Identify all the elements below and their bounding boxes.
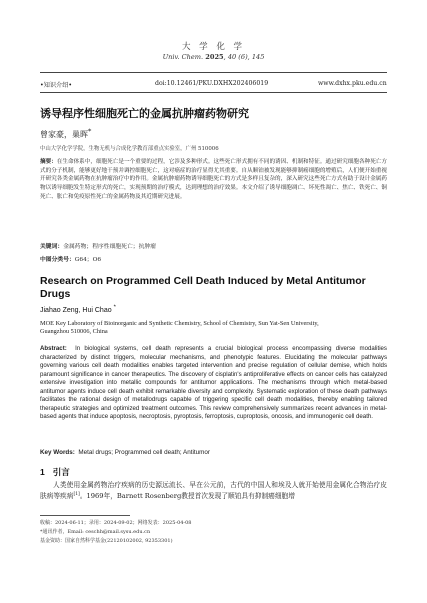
chinese-title: 诱导程序性细胞死亡的金属抗肿瘤药物研究 xyxy=(40,107,249,120)
chinese-abstract-label: 摘要： xyxy=(40,159,57,165)
section-title: 引言 xyxy=(52,468,70,478)
corresponding-mark: * xyxy=(88,127,92,136)
english-keywords-label: Key Words: xyxy=(40,449,75,456)
english-keywords-text: Metal drugs; Programmed cell death; Antitumor xyxy=(78,449,210,456)
english-authors xyxy=(40,304,116,314)
website-link[interactable]: www.dxhx.pku.edu.cn xyxy=(318,80,387,87)
chinese-keywords-label: 关键词： xyxy=(40,244,64,250)
journal-name: 大 学 化 学 xyxy=(181,42,246,52)
english-abstract-label: Abstract: xyxy=(40,345,67,352)
intro-text-1: 人类使用金属药物治疗疾病的历史源远流长、早在公元前，古代的中国人和埃及人就开始使用金属化合物治疗皮肤病等疾病 xyxy=(40,481,387,500)
classification-label: 中图分类号： xyxy=(40,257,75,263)
citation-volume: , 40 (6), 145 xyxy=(223,53,265,61)
footnote-dates: 收稿：2024-06-11；录用：2024-09-02；网络发表：2025-04-08 xyxy=(40,520,192,526)
chinese-authors xyxy=(40,129,91,140)
chinese-keywords xyxy=(40,241,156,250)
section-heading xyxy=(40,466,70,478)
citation-year: 2025 xyxy=(205,53,224,61)
intro-paragraph xyxy=(40,480,387,501)
chinese-abstract xyxy=(40,158,387,202)
footnote-funding: 基金资助：国家自然科学基金(22120102002, 92353301) xyxy=(40,538,173,544)
english-abstract xyxy=(40,345,387,422)
footnote-corresponding: *通讯作者，Email: ceschh@mail.sysu.edu.cn xyxy=(40,529,151,535)
section-number: 1 xyxy=(40,467,45,477)
footnote-rule xyxy=(40,515,130,516)
english-abstract-text: In biological systems, cell death represents a crucial biological process encompassing diverse modalities characterized by distinct triggers, molecular mechanisms, and phenotypic features. Elucidating the molecular pathways governing various cell death modalities enables targeted intervention and precise regulation of cellular demise, which holds paramount significance in cancer therapeutics. The discovery of cisplatin's antiproliferative effects on cancer cells has catalyzed extensive investigation into metallic compounds for antitumor applications. The mechanisms through which metal-based antitumor agents induce cell death exhibit remarkable diversity and complexity. Systematic exploration of these death pathways facilitates the rational design of metallodrugs capable of triggering specific cell death modalities, thereby enabling tailored therapeutic strategies and optimized treatment outcomes. This review comprehensively summarizes recent advances in metal-based agents that induce apoptosis, necroptosis, pyroptosis, ferroptosis, cuproptosis, oncosis, and immunogenic cell death. xyxy=(40,345,387,421)
header-rule xyxy=(40,72,387,73)
english-title: Research on Programmed Cell Death Induced by Metal Antitumor Drugs xyxy=(40,275,366,300)
chinese-keywords-text: 金属药物；程序性细胞死亡；抗肿瘤 xyxy=(63,244,156,250)
english-affiliation: MOE Key Laboratory of Bioinorganic and Synthetic Chemistry, School of Chemistry, Sun Yat-Sen University, Guangzhou 510006, China xyxy=(40,320,319,335)
intro-text-2: 。1969年，Barnett Rosenberg教授首次发现了顺铂具有抑制癌细胞增 xyxy=(79,491,295,500)
classification-number xyxy=(40,254,101,263)
column-label: •知识介绍• xyxy=(40,82,73,89)
meta-rule xyxy=(40,92,387,93)
journal-citation xyxy=(0,53,427,61)
classification-value: G64；O6 xyxy=(74,257,102,263)
chinese-affiliation: 中山大学化学学院，生物无机与合成化学教育部重点实验室，广州 510006 xyxy=(40,146,219,152)
english-corresponding-mark: * xyxy=(113,304,116,311)
english-keywords xyxy=(40,449,210,456)
doi-link[interactable]: doi:10.12461/PKU.DXHX202406019 xyxy=(155,80,269,87)
reference-mark[interactable]: [1] xyxy=(73,491,80,497)
chinese-author-names: 曾家豪，巢晖 xyxy=(40,130,88,139)
chinese-abstract-text: 在生命体系中，细胞死亡是一个重要的过程，它涉及多种形式。这些死亡形式拥有不同的诱因、机制和特征。通过研究细胞各种死亡方式的分子机制，能够更好地干预并调控细胞死亡，这对癌症的治疗显得尤其重要。自从顺铂被发现能够抑制癌细胞的增殖后，人们便开始重视开研究各类金属药物在抗肿瘤治疗中的作用。金属抗肿瘤药物诱导细胞死亡的方式是多样且复杂的，深入研究这些死亡方式有助于设计金属药物以诱导细胞发生特定形式的死亡，实现预期的治疗模式，达到理想的治疗效果。本文介绍了诱导细胞凋亡、坏死性凋亡、焦亡、铁死亡、铜死亡、胀亡和免疫原性死亡的金属药物及其近期研究进展。 xyxy=(40,159,387,200)
citation-prefix: Univ. Chem. xyxy=(162,53,204,61)
english-author-names: Jiahao Zeng, Hui Chao xyxy=(40,307,112,314)
